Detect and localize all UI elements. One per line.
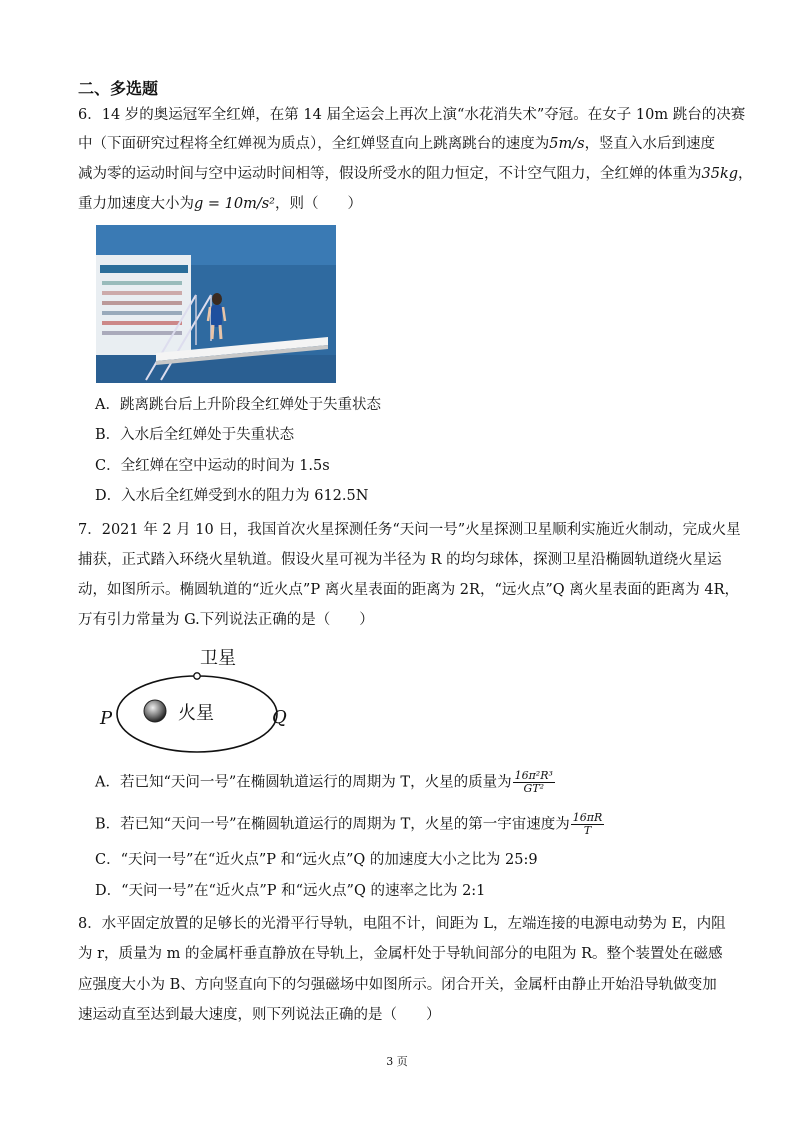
satellite-dot — [194, 673, 200, 679]
q7-option-b-fraction — [571, 812, 605, 837]
q6-gravity-value: g = 10m/s² — [194, 196, 275, 212]
q8-line-1: 8．水平固定放置的足够长的光滑平行导轨，电阻不计，间距为 L，左端连接的电源电动势为 E，内阻 — [78, 916, 726, 932]
point-q-label: Q — [272, 707, 287, 728]
q8-line-4: 速运动直至达到最大速度，则下列说法正确的是（ ） — [78, 1007, 441, 1023]
q7-line-2: 捕获，正式踏入环绕火星轨道。假设火星可视为半径为 R 的均匀球体，探测卫星沿椭圆轨道绕火星运 — [78, 552, 722, 568]
q6-mass-value: 35kg — [701, 166, 739, 182]
q7-option-a-denominator: GT² — [523, 782, 545, 795]
q6-line-2-tail: ，竖直入水后到速度 — [584, 136, 716, 152]
q7-option-d: D．“天问一号”在“近火点”P 和“远火点”Q 的速率之比为 2:1 — [95, 883, 486, 899]
q6-line-4-text: 重力加速度大小为 — [78, 196, 194, 212]
q6-line-1: 6．14 岁的奥运冠军全红婵，在第 14 届全运会上再次上演“水花消失术”夺冠。在女子 10m 跳台的决赛 — [78, 107, 746, 123]
q7-option-a — [95, 770, 555, 795]
satellite-label: 卫星 — [200, 648, 236, 669]
q7-option-c: C．“天问一号”在“近火点”P 和“远火点”Q 的加速度大小之比为 25:9 — [95, 852, 538, 868]
q6-option-a: A．跳离跳台后上升阶段全红婵处于失重状态 — [95, 397, 381, 413]
q6-line-4 — [78, 194, 362, 214]
q7-option-b-numerator: 16πR — [572, 811, 603, 824]
q7-line-4: 万有引力常量为 G.下列说法正确的是（ ） — [78, 612, 374, 628]
q6-line-2-text: 中（下面研究过程将全红婵视为质点），全红婵竖直向上跳离跳台的速度为 — [78, 136, 550, 152]
q6-option-c: C．全红婵在空中运动的时间为 1.5s — [95, 458, 330, 474]
diving-platform-photo — [96, 225, 336, 383]
q7-line-3: 动，如图所示。椭圆轨道的“近火点”P 离火星表面的距离为 2R，“远火点”Q 离火星表面的距离为 4R， — [78, 582, 740, 598]
planet-label: 火星 — [178, 703, 214, 724]
q6-line-2 — [78, 134, 715, 154]
q6-option-b: B．入水后全红婵处于失重状态 — [95, 427, 295, 443]
mars-planet — [144, 700, 166, 722]
q7-option-b-text: B．若已知“天问一号”在椭圆轨道运行的周期为 T，火星的第一宇宙速度为 — [95, 816, 570, 833]
section-title: 二、多选题 — [78, 79, 159, 98]
q6-line-4-tail: ，则（ ） — [275, 196, 362, 212]
page-number: 3 页 — [386, 1055, 408, 1068]
q6-line-3 — [78, 164, 753, 184]
q7-option-b-denominator: T — [583, 824, 592, 837]
orbit-diagram — [96, 642, 306, 757]
q6-line-3-text: 减为零的运动时间与空中运动时间相等，假设所受水的阻力恒定，不计空气阻力，全红婵的体重为 — [78, 166, 702, 182]
q7-option-a-numerator: 16π²R³ — [514, 769, 553, 782]
q7-option-a-fraction — [513, 770, 555, 795]
q6-option-d: D．入水后全红婵受到水的阻力为 612.5N — [95, 488, 369, 504]
q6-line-3-tail: ， — [738, 166, 753, 182]
q6-speed-value: 5m/s — [549, 136, 585, 152]
q7-option-b — [95, 812, 604, 837]
q7-line-1: 7．2021 年 2 月 10 日，我国首次火星探测任务“天问一号”火星探测卫星顺利实施近火制动，完成火星 — [78, 522, 741, 538]
q8-line-2: 为 r，质量为 m 的金属杆垂直静放在导轨上，金属杆处于导轨间部分的电阻为 R。整个装置处在磁感 — [78, 946, 723, 962]
q7-option-a-text: A．若已知“天问一号”在椭圆轨道运行的周期为 T，火星的质量为 — [95, 774, 512, 791]
point-p-label: P — [100, 708, 113, 729]
q8-line-3: 应强度大小为 B、方向竖直向下的匀强磁场中如图所示。闭合开关，金属杆由静止开始沿导轨做变加 — [78, 977, 717, 993]
